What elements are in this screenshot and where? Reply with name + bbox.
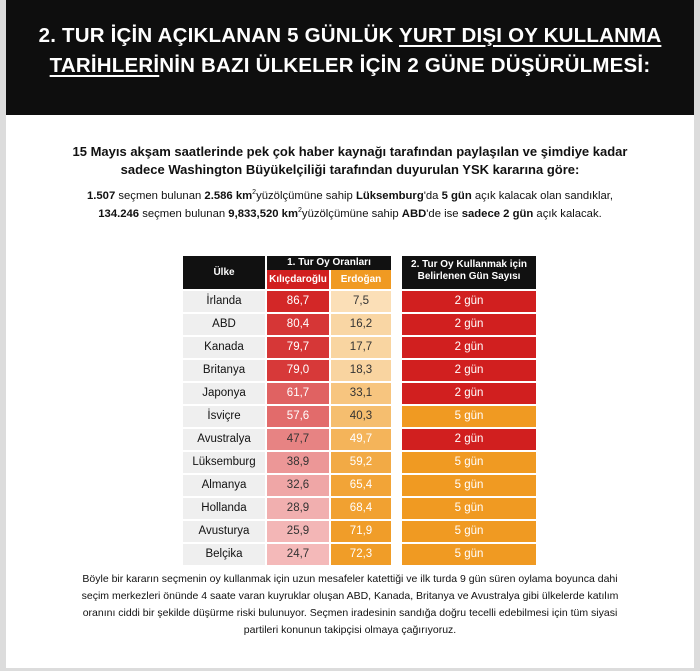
country-cell: Japonya: [183, 383, 265, 404]
detail-text: 'de ise: [426, 207, 462, 220]
country-cell: İsviçre: [183, 406, 265, 427]
erdogan-value-cell: 65,4: [331, 475, 391, 496]
erdogan-value-cell: 71,9: [331, 521, 391, 542]
table-row: [6, 360, 694, 381]
days-cell: 5 gün: [402, 521, 536, 542]
column-header-first-round-rates: 1. Tur Oy Oranları: [267, 256, 391, 270]
erdogan-value-cell: 16,2: [331, 314, 391, 335]
column-header-country: Ülke: [183, 256, 265, 289]
detail-line-usa: [6, 207, 694, 220]
erdogan-value-cell: 40,3: [331, 406, 391, 427]
kilicdaroglu-value-cell: 24,7: [267, 544, 329, 565]
days-cell: 2 gün: [402, 337, 536, 358]
days-cell: 5 gün: [402, 406, 536, 427]
table-row: [6, 383, 694, 404]
country-cell: Belçika: [183, 544, 265, 565]
days-cell: 5 gün: [402, 475, 536, 496]
detail-text: açık kalacak.: [533, 207, 602, 220]
days-cell: 2 gün: [402, 291, 536, 312]
country-cell: ABD: [183, 314, 265, 335]
column-header-erdogan: Erdoğan: [331, 270, 391, 289]
column-header-days-line-1: 2. Tur Oy Kullanmak için: [411, 259, 527, 270]
kilicdaroglu-value-cell: 47,7: [267, 429, 329, 450]
country-cell: Avustralya: [183, 429, 265, 450]
detail-line-luxembourg: [6, 189, 694, 202]
headline-line-2: [6, 54, 694, 78]
country-cell: Hollanda: [183, 498, 265, 519]
column-header-days: [402, 256, 536, 289]
days-cell: 5 gün: [402, 452, 536, 473]
detail-text: seçmen bulunan: [139, 207, 229, 220]
erdogan-value-cell: 33,1: [331, 383, 391, 404]
detail-text: açık kalacak olan sandıklar,: [471, 189, 614, 202]
erdogan-value-cell: 72,3: [331, 544, 391, 565]
infographic-card: [6, 0, 694, 668]
erdogan-value-cell: 18,3: [331, 360, 391, 381]
erdogan-value-cell: 49,7: [331, 429, 391, 450]
table-row: [6, 498, 694, 519]
table-row: [6, 429, 694, 450]
kilicdaroglu-value-cell: 61,7: [267, 383, 329, 404]
kilicdaroglu-value-cell: 79,0: [267, 360, 329, 381]
kilicdaroglu-value-cell: 80,4: [267, 314, 329, 335]
erdogan-value-cell: 17,7: [331, 337, 391, 358]
country-cell: Lüksemburg: [183, 452, 265, 473]
detail-text: yüzölçümüne sahip: [256, 189, 356, 202]
country-cell: Avusturya: [183, 521, 265, 542]
area-value: 2.586 km: [204, 189, 253, 202]
table-row: [6, 475, 694, 496]
column-header-kilicdaroglu: Kılıçdaroğlu: [267, 270, 329, 289]
headline-underlined-text: TARİHLERİ: [49, 54, 160, 77]
footer-line-1: Böyle bir kararın seçmenin oy kullanmak için uzun mesafeler katettiği ve ilk turda 9 gün süren oylama boyunca dahi: [82, 573, 618, 585]
table-row: [6, 521, 694, 542]
kilicdaroglu-value-cell: 25,9: [267, 521, 329, 542]
area-value: 9,833,520 km: [228, 207, 299, 220]
kilicdaroglu-value-cell: 38,9: [267, 452, 329, 473]
days-cell: 2 gün: [402, 314, 536, 335]
erdogan-value-cell: 68,4: [331, 498, 391, 519]
footer-line-4: partileri konunun takipçisi olmaya çağırıyoruz.: [243, 624, 457, 636]
days-value: 5 gün: [441, 189, 472, 202]
days-cell: 2 gün: [402, 429, 536, 450]
headline-text: NİN BAZI ÜLKELER İÇİN 2 GÜNE DÜŞÜRÜLMESİ:: [159, 54, 651, 77]
header-banner: [6, 0, 694, 115]
table-row: [6, 314, 694, 335]
country-name: ABD: [401, 207, 427, 220]
headline-underlined-text: YURT DIŞI OY KULLANMA: [399, 24, 662, 47]
days-cell: 2 gün: [402, 360, 536, 381]
headline-line-1: [6, 24, 694, 48]
intro-line-1: 15 Mayıs akşam saatlerinde pek çok haber kaynağı tarafından paylaşılan ve şimdiye kadar: [72, 144, 628, 159]
country-cell: İrlanda: [183, 291, 265, 312]
erdogan-value-cell: 59,2: [331, 452, 391, 473]
footer-line-2: seçim merkezleri önünde 4 saate varan kuyruklar oluşan ABD, Kanada, Britanya ve Avustralya gibi ülkelerde katılım: [81, 590, 619, 602]
kilicdaroglu-value-cell: 79,7: [267, 337, 329, 358]
voter-count: 1.507: [86, 189, 116, 202]
intro-line-2: sadece Washington Büyükelçiliği tarafından duyurulan YSK kararına göre:: [120, 162, 580, 177]
kilicdaroglu-value-cell: 86,7: [267, 291, 329, 312]
days-cell: 2 gün: [402, 383, 536, 404]
country-cell: Almanya: [183, 475, 265, 496]
detail-text: yüzölçümüne sahip: [301, 207, 402, 220]
table-row: [6, 337, 694, 358]
days-cell: 5 gün: [402, 544, 536, 565]
footer-line-3: oranını ciddi bir şekilde düşürme riski bulunuyor. Seçmen iradesinin sandığa doğru tecelli edebilmesi için tüm siyasi: [82, 607, 618, 619]
detail-text: seçmen bulunan: [115, 189, 205, 202]
detail-text: 'da: [423, 189, 442, 202]
superscript: 2: [298, 207, 302, 214]
country-cell: Britanya: [183, 360, 265, 381]
headline-text: 2. TUR İÇİN AÇIKLANAN 5 GÜNLÜK: [38, 24, 400, 47]
days-value: sadece 2 gün: [461, 207, 534, 220]
voter-count: 134.246: [98, 207, 140, 220]
kilicdaroglu-value-cell: 57,6: [267, 406, 329, 427]
country-cell: Kanada: [183, 337, 265, 358]
table-row: [6, 544, 694, 565]
kilicdaroglu-value-cell: 32,6: [267, 475, 329, 496]
kilicdaroglu-value-cell: 28,9: [267, 498, 329, 519]
table-row: [6, 452, 694, 473]
column-header-days-line-2: Belirlenen Gün Sayısı: [417, 271, 521, 282]
superscript: 2: [252, 189, 257, 196]
erdogan-value-cell: 7,5: [331, 291, 391, 312]
table-row: [6, 406, 694, 427]
table-row: [6, 291, 694, 312]
country-name: Lüksemburg: [355, 189, 424, 202]
days-cell: 5 gün: [402, 498, 536, 519]
